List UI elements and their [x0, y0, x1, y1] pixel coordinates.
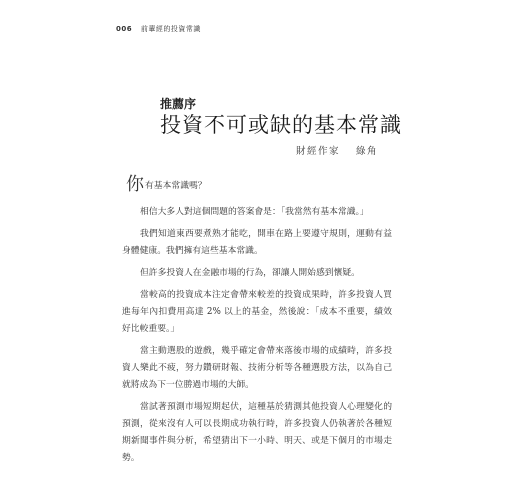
body-paragraph: 但許多投資人在金融市場的行為，卻讓人開始感到懷疑。	[140, 268, 360, 278]
page-number: 006	[116, 25, 133, 33]
body-paragraph: 相信大多人對這個問題的答案會是：「我當然有基本常識。」	[140, 207, 369, 217]
opening-paragraph	[122, 175, 392, 196]
opening-text: 有基本常識嗎？	[145, 181, 207, 191]
body-paragraph: 我們知道東西要煮熟才能吃，開車在路上要遵守規則，運動有益身體健康。我們擁有這些基本常識。	[122, 229, 392, 256]
preface-label: 推薦序	[160, 97, 197, 111]
author-line	[296, 143, 378, 157]
running-title: 前輩經的投資常識	[140, 25, 201, 33]
body-paragraph: 當較高的投資成本注定會帶來較差的投資成果時，許多投資人買進每年內扣費用高達 2% 以上的基金，然後說：「成本不重要，績效好比較重要。」	[122, 290, 392, 334]
preface-body	[122, 175, 392, 472]
running-head	[116, 24, 201, 34]
preface-title: 投資不可或缺的基本常識	[160, 113, 402, 137]
body-paragraph: 當主動選股的遊戲，幾乎確定會帶來落後市場的成績時，許多投資人樂此不疲，努力鑽研財報、技術分析等各種選股方法，以為自己就將成為下一位勝過市場的大師。	[122, 346, 392, 390]
dropcap: 你	[126, 174, 144, 195]
body-paragraph: 當試著預測市場短期起伏，這種基於猜測其他投資人心理變化的預測，從來沒有人可以長期成功執行時，許多投資人仍執著於各種短期新聞事件與分析，希望猜出下一小時、明天、或是下個月的市場走勢。	[122, 402, 392, 463]
author-role: 財經作家	[296, 146, 341, 157]
author-name: 綠角	[356, 146, 379, 157]
